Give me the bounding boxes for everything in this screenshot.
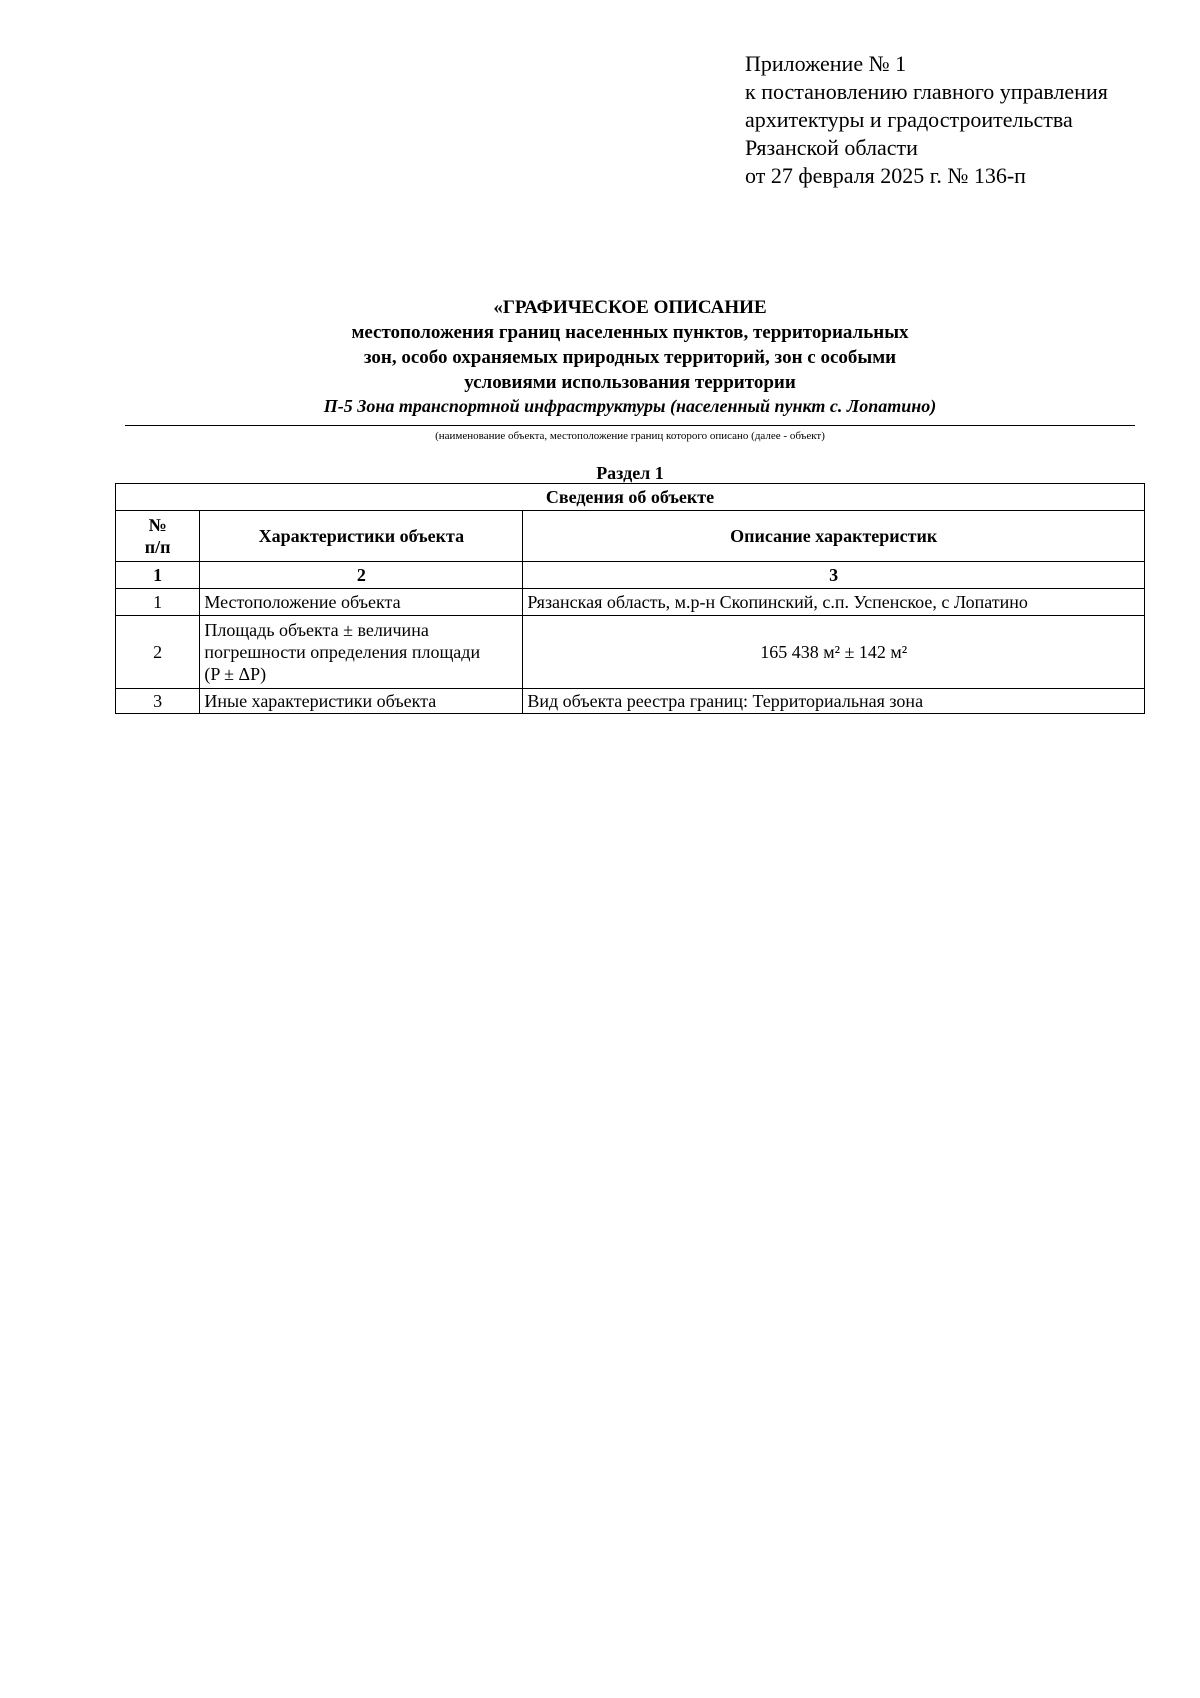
characteristic-line: (P ± ΔP) xyxy=(204,664,267,684)
row-num: 3 xyxy=(116,689,200,714)
object-name-caption: (наименование объекта, местоположение границ которого описано (далее - объект) xyxy=(435,430,825,442)
column-number: 3 xyxy=(523,562,1145,589)
title-line: местоположения границ населенных пунктов, территориальных xyxy=(351,322,909,343)
characteristic-line: Площадь объекта ± величина xyxy=(204,620,429,640)
table-row xyxy=(116,589,1145,616)
title-line: условиями использования территории xyxy=(464,372,796,393)
object-info-table xyxy=(115,483,1145,714)
table-caption-row xyxy=(116,484,1145,511)
row-num: 1 xyxy=(116,589,200,616)
row-characteristic: Местоположение объекта xyxy=(200,589,523,616)
title-line: зон, особо охраняемых природных территорий, зон с особыми xyxy=(363,347,897,368)
row-characteristic: Иные характеристики объекта xyxy=(200,689,523,714)
row-description: 165 438 м² ± 142 м² xyxy=(523,616,1145,689)
appendix-line: Рязанской области xyxy=(745,135,918,160)
table-caption: Сведения об объекте xyxy=(116,484,1145,511)
document-title xyxy=(125,295,1135,418)
title-line: «ГРАФИЧЕСКОЕ ОПИСАНИЕ xyxy=(493,297,767,318)
column-number: 1 xyxy=(116,562,200,589)
underline-divider xyxy=(125,425,1135,426)
row-description: Вид объекта реестра границ: Территориальная зона xyxy=(523,689,1145,714)
characteristic-line: погрешности определения площади xyxy=(204,642,481,662)
object-name: П-5 Зона транспортной инфраструктуры (населенный пункт с. Лопатино) xyxy=(323,396,937,416)
column-number-row xyxy=(116,562,1145,589)
section-title: Раздел 1 xyxy=(596,463,664,483)
appendix-header xyxy=(745,50,1108,190)
appendix-line: Приложение № 1 xyxy=(745,51,907,76)
header-num xyxy=(116,511,200,562)
header-num-line: п/п xyxy=(144,537,171,557)
row-num: 2 xyxy=(116,616,200,689)
table-header-row xyxy=(116,511,1145,562)
row-characteristic xyxy=(200,616,523,689)
appendix-line: архитектуры и градостроительства xyxy=(745,107,1073,132)
header-num-line: № xyxy=(148,515,167,535)
header-characteristics: Характеристики объекта xyxy=(200,511,523,562)
appendix-date-number: от 27 февраля 2025 г. № 136-п xyxy=(745,163,1026,188)
column-number: 2 xyxy=(200,562,523,589)
table-row xyxy=(116,616,1145,689)
header-description: Описание характеристик xyxy=(523,511,1145,562)
appendix-line: к постановлению главного управления xyxy=(745,79,1108,104)
row-description: Рязанская область, м.р-н Скопинский, с.п. Успенское, с Лопатино xyxy=(523,589,1145,616)
table-row xyxy=(116,689,1145,714)
